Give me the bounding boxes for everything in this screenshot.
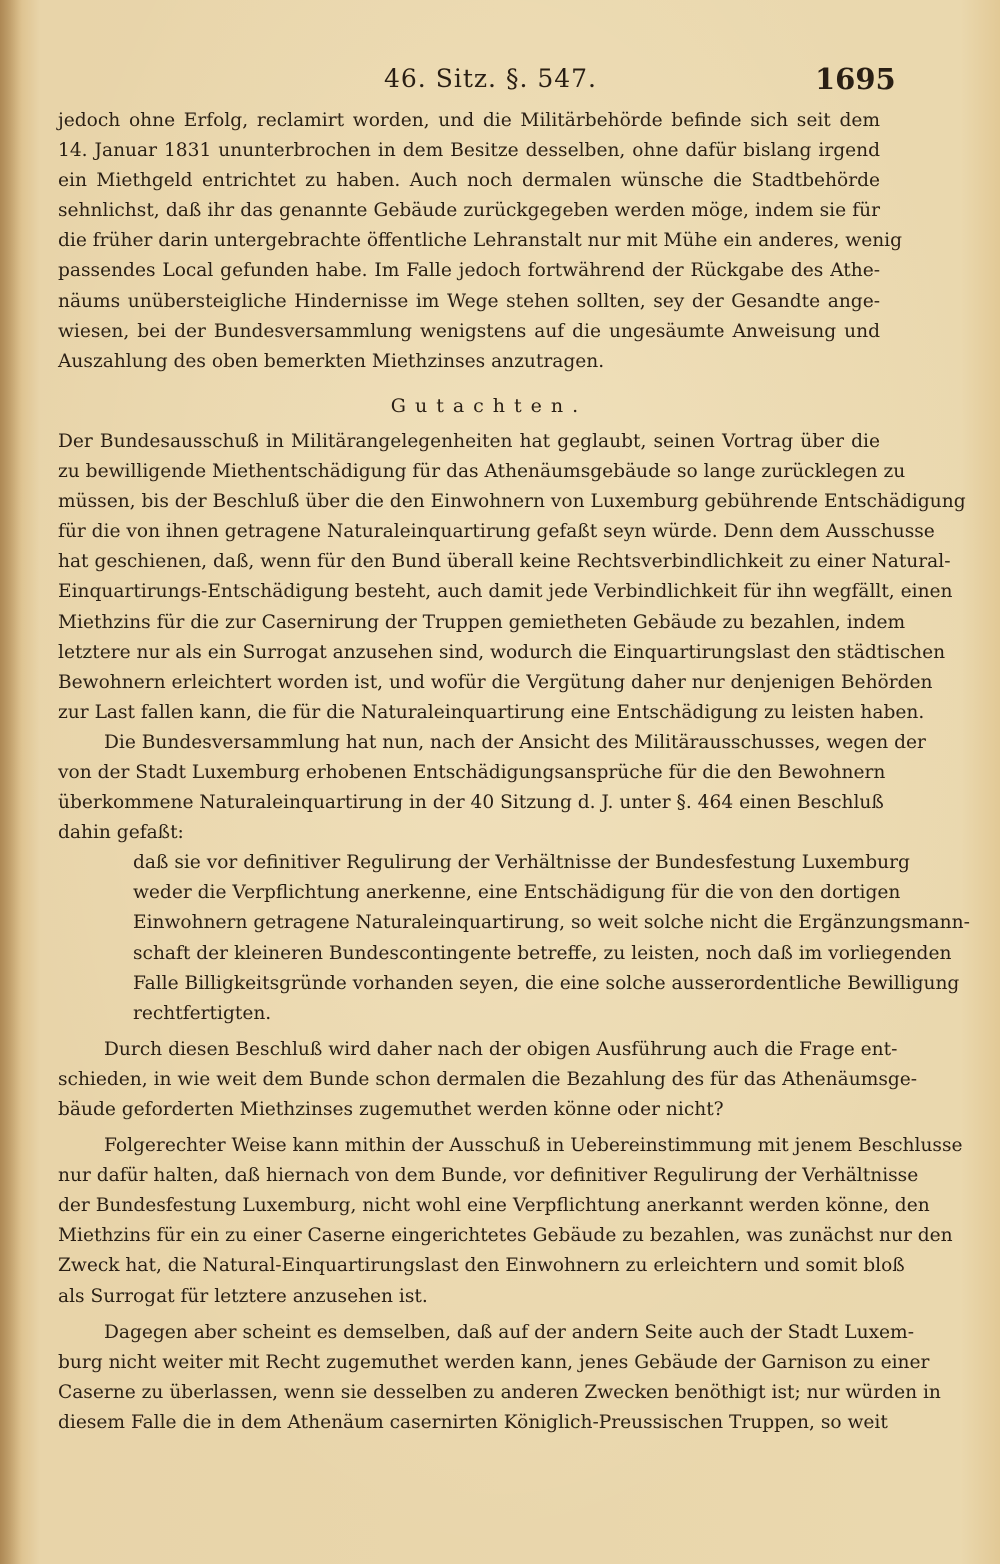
text-line: zur Last fallen kann, die für die Naturaleinquartirung eine Entschädigung zu leisten haben.	[58, 701, 925, 723]
text-line: nur dafür halten, daß hiernach von dem Bunde, vor definitiver Regulirung der Verhältnisse	[58, 1165, 919, 1187]
text-line: letztere nur als ein Surrogat anzusehen sind, wodurch die Einquartirungslast den städtischen	[58, 641, 946, 663]
text-line: diesem Falle die in dem Athenäum casernirten Königlich-Preussischen Truppen, so weit	[58, 1411, 888, 1433]
text-line: 14. Januar 1831 ununterbrochen in dem Besitze desselben, ohne dafür bislang irgend	[58, 140, 880, 162]
text-line: für die von ihnen getragene Naturaleinquartirung gefaßt seyn würde. Denn dem Ausschusse	[58, 521, 935, 543]
text-line: der Bundesfestung Luxemburg, nicht wohl eine Verpflichtung anerkannt werden könne, den	[58, 1195, 930, 1217]
text-line: Die Bundesversammlung hat nun, nach der Ansicht des Militärausschusses, wegen der	[104, 731, 926, 753]
page-number: 1695	[815, 62, 896, 96]
text-line: rechtfertigten.	[133, 1002, 272, 1024]
text-line: Dagegen aber scheint es demselben, daß auf der andern Seite auch der Stadt Luxem-	[104, 1321, 914, 1343]
text-line: Durch diesen Beschluß wird daher nach der obigen Ausführung auch die Frage ent-	[104, 1038, 898, 1060]
paragraph-1	[58, 106, 903, 377]
paragraph-3	[58, 728, 926, 848]
text-line: hat geschienen, daß, wenn für den Bund überall keine Rechtsverbindlichkeit zu einer Natural-	[58, 551, 951, 573]
text-line: sehnlichst, daß ihr das genannte Gebäude zurückgegeben werden möge, indem sie für	[58, 200, 880, 222]
text-line: Caserne zu überlassen, wenn sie desselben zu anderen Zwecken benöthigt ist; nur würden in	[58, 1381, 941, 1403]
text-line: als Surrogat für letztere anzusehen ist.	[58, 1285, 428, 1307]
text-line: von der Stadt Luxemburg erhobenen Entschädigungsansprüche für die den Bewohnern	[58, 761, 886, 783]
paragraph-6	[58, 1318, 941, 1438]
text-line: schieden, in wie weit dem Bunde schon dermalen die Bezahlung des für das Athenäumsge-	[58, 1068, 918, 1090]
running-head: 46. Sitz. §. 547.	[384, 64, 597, 93]
page-header	[0, 60, 1000, 100]
text-line: müssen, bis der Beschluß über die den Einwohnern von Luxemburg gebührende Entschädigung	[58, 491, 966, 513]
text-line: daß sie vor definitiver Regulirung der Verhältnisse der Bundesfestung Luxemburg	[133, 852, 910, 874]
text-line: jedoch ohne Erfolg, reclamirt worden, und die Militärbehörde befinde sich seit dem	[58, 110, 880, 131]
text-line: näums unübersteigliche Hindernisse im Wege stehen sollten, sey der Gesandte ange-	[58, 290, 880, 312]
text-line: weder die Verpflichtung anerkenne, eine Entschädigung für die von den dortigen	[133, 882, 901, 904]
text-line: Auszahlung des oben bemerkten Miethzinses anzutragen.	[58, 350, 605, 372]
text-line: Einwohnern getragene Naturaleinquartirung, so weit solche nicht die Ergänzungsmann-	[133, 912, 970, 934]
text-line: Miethzins für ein zu einer Caserne eingerichtetes Gebäude zu bezahlen, was zunächst nur den	[58, 1225, 953, 1247]
text-line: Der Bundesausschuß in Militärangelegenheiten hat geglaubt, seinen Vortrag über die	[58, 430, 880, 452]
text-line: Folgerechter Weise kann mithin der Ausschuß in Uebereinstimmung mit jenem Beschlusse	[104, 1135, 963, 1157]
text-line: überkommene Naturaleinquartirung in der 40 Sitzung d. J. unter §. 464 einen Beschluß	[58, 792, 884, 814]
page-body	[58, 106, 970, 1438]
text-line: die früher darin untergebrachte öffentliche Lehranstalt nur mit Mühe ein anderes, wenig	[58, 230, 903, 252]
text-line: Falle Billigkeitsgründe vorhanden seyen, die eine solche ausserordentliche Bewilligung	[133, 972, 960, 994]
paragraph-2	[58, 427, 966, 728]
page-gutter-shadow	[0, 0, 22, 1564]
text-line: ein Miethgeld entrichtet zu haben. Auch noch dermalen wünsche die Stadtbehörde	[58, 170, 880, 192]
text-line: burg nicht weiter mit Recht zugemuthet werden kann, jenes Gebäude der Garnison zu einer	[58, 1351, 930, 1373]
text-line: schaft der kleineren Bundescontingente betreffe, zu leisten, noch daß im vorliegenden	[133, 942, 952, 964]
text-line: passendes Local gefunden habe. Im Falle jedoch fortwährend der Rückgabe des Athe-	[58, 260, 880, 282]
paragraph-5	[58, 1131, 963, 1312]
text-line: Zweck hat, die Natural-Einquartirungslast den Einwohnern zu erleichtern und somit bloß	[58, 1255, 905, 1277]
text-line: Miethzins für die zur Casernirung der Truppen gemietheten Gebäude zu bezahlen, indem	[58, 611, 906, 633]
section-heading: Gutachten.	[390, 394, 588, 417]
text-line: bäude geforderten Miethzinses zugemuthet werden könne oder nicht?	[58, 1099, 724, 1120]
text-line: Einquartirungs-Entschädigung besteht, auch damit jede Verbindlichkeit für ihn wegfällt, einen	[58, 581, 953, 603]
text-line: Bewohnern erleichtert worden ist, und wofür die Vergütung daher nur denjenigen Behörden	[58, 671, 933, 693]
text-line: wiesen, bei der Bundesversammlung wenigstens auf die ungesäumte Anweisung und	[58, 320, 880, 342]
text-line: zu bewilligende Miethentschädigung für das Athenäumsgebäude so lange zurücklegen zu	[58, 461, 906, 483]
text-line: dahin gefaßt:	[58, 822, 184, 844]
paragraph-4	[58, 1035, 918, 1125]
quoted-resolution	[58, 848, 970, 1029]
